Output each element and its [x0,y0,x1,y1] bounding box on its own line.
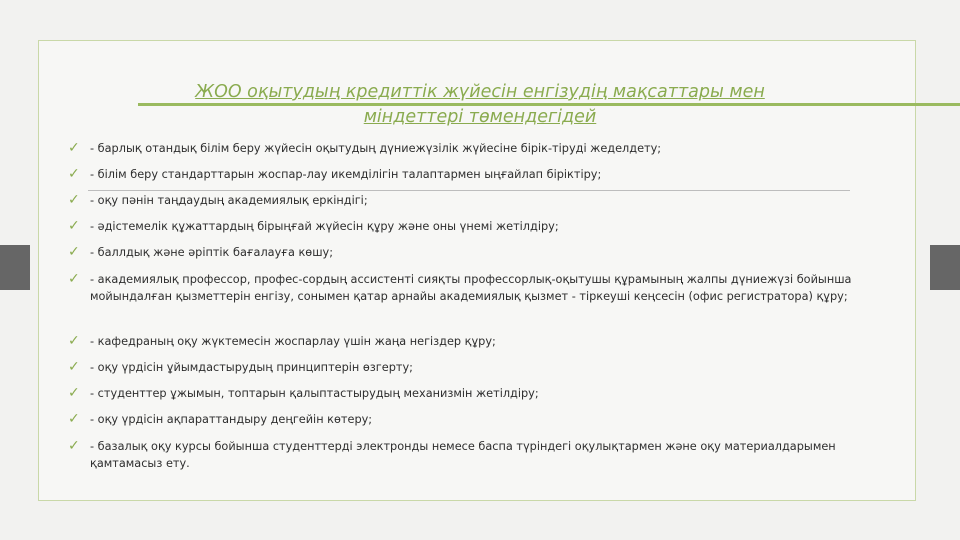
left-side-bar [0,245,30,290]
list-item [68,166,601,183]
slide-title [140,80,820,130]
list-item-text: - баллдық және әріптік бағалауға көшу; [90,246,334,259]
list-item [68,218,559,235]
list-item-text: - оқу пәнін таңдаудың академиялық еркіндігі; [90,194,368,207]
check-icon: ✓ [68,192,80,208]
check-icon: ✓ [68,333,80,349]
list-item [68,192,368,209]
separator-rule [88,190,850,191]
check-icon: ✓ [68,359,80,375]
check-icon: ✓ [68,438,80,454]
list-item-text: - студенттер ұжымын, топтарын қалыптастырудың механизмін жетілдіру; [90,387,539,400]
check-icon: ✓ [68,385,80,401]
list-item [68,244,333,261]
list-item [68,140,661,157]
slide-title-line-1: ЖОО оқытудың кредиттік жүйесін енгізудің мақсаттары мен [195,82,765,102]
check-icon: ✓ [68,218,80,234]
list-item-text: - кафедраның оқу жүктемесін жоспарлау үшін жаңа негіздер құру; [90,335,496,348]
check-icon: ✓ [68,140,80,156]
check-icon: ✓ [68,166,80,182]
list-item [68,359,413,376]
list-item-text: - әдістемелік құжаттардың бірыңғай жүйесін құру және оны үнемі жетілдіру; [90,220,559,233]
list-item [68,333,496,350]
list-item-text: - академиялық профессор, профес-сордың ассистенті сияқты профессорлық-оқытушы құрамының жалпы дүниежүзі бойынша мойындалған қызметтерін енгізу, сонымен қатар арнайы академиялық қызмет - тіркеуші кеңсесін (офис регистратора) құру; [90,273,852,303]
list-item [68,271,868,305]
list-item-text: - оқу үрдісін ұйымдастырудың принциптерін өзгерту; [90,361,413,374]
list-item-text: - барлық отандық білім беру жүйесін оқытудың дүниежүзілік жүйесіне бірік-тіруді жеделдету; [90,142,662,155]
list-item-text: - оқу үрдісін ақпараттандыру деңгейін көтеру; [90,413,373,426]
check-icon: ✓ [68,271,80,287]
list-item-text: - базалық оқу курсы бойынша студенттерді электронды немесе баспа түріндегі оқулықтармен және оқу материалдарымен қамтамасыз ету. [90,440,836,470]
list-item [68,411,372,428]
slide-title-line-2: міндеттері төмендегідей [363,107,597,127]
list-item-text: - білім беру стандарттарын жоспар-лау икемділігін талаптармен ыңғайлап біріктіру; [90,168,602,181]
check-icon: ✓ [68,244,80,260]
list-item [68,438,868,472]
list-item [68,385,539,402]
check-icon: ✓ [68,411,80,427]
right-side-bar [930,245,960,290]
